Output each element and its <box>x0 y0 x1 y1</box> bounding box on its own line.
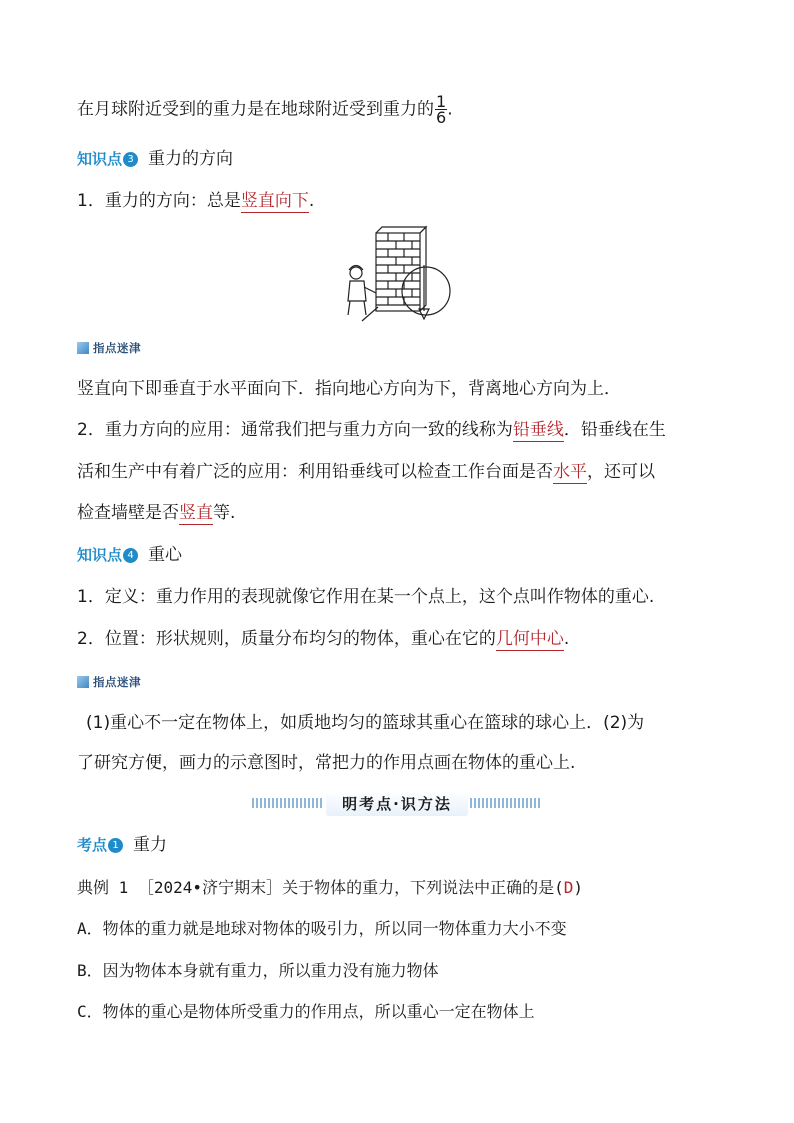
answer-vertical-down: 竖直向下 <box>240 191 309 211</box>
tip-label: 指点迷津 <box>93 675 141 689</box>
knowledge-point-4-heading <box>77 543 182 567</box>
kd-number-badge: 1 <box>108 838 123 853</box>
item-1-prefix: 1．重力的方向：总是 <box>77 191 241 211</box>
fraction-numerator: 1 <box>436 92 447 111</box>
knowledge-point-3-heading <box>77 147 233 171</box>
option-b: B．因为物体本身就有重力，所以重力没有施力物体 <box>77 961 439 980</box>
kd-label: 考点 <box>77 836 108 854</box>
banner-stripes-left <box>252 798 324 808</box>
intro-text: 在月球附近受到的重力是在地球附近受到重力的 <box>77 99 434 120</box>
section-banner <box>252 790 542 816</box>
tip-1-text: 竖直向下即垂直于水平面向下．指向地心方向为下，背离地心方向为上． <box>77 379 621 399</box>
intro-line <box>77 94 453 125</box>
bricklayer-plumb-line-illustration <box>338 225 456 325</box>
fraction-one-sixth <box>435 94 447 125</box>
position-end: . <box>563 629 570 649</box>
tip-box-2 <box>77 674 141 690</box>
item-2-l3-prefix: 检查墙壁是否 <box>77 503 179 523</box>
position-line <box>77 627 569 651</box>
tip-marker-icon <box>77 342 89 354</box>
answer-geometric-center: 几何中心 <box>495 629 564 649</box>
tip-2-line-1: (1)重心不一定在物体上，如质地均匀的篮球其重心在篮球的球心上．(2)为 <box>86 713 645 733</box>
banner-stripes-right <box>470 798 542 808</box>
definition-line: 1．定义：重力作用的表现就像它作用在某一个点上，这个点叫作物体的重心. <box>77 587 655 607</box>
option-a: A．物体的重力就是地球对物体的吸引力，所以同一物体重力大小不变 <box>77 919 567 938</box>
example-1-question <box>77 876 583 900</box>
item-2-line-1 <box>77 418 666 442</box>
example-prefix: 典例 1 ［2024•济宁期末］关于物体的重力，下列说法中正确的是( <box>77 878 564 897</box>
item-2-line-3 <box>77 501 235 525</box>
answer-vertical: 竖直 <box>179 503 213 523</box>
example-end: ) <box>573 878 583 897</box>
item-2-l1-prefix: 2．重力方向的应用：通常我们把与重力方向一致的线称为 <box>77 420 513 440</box>
item-1-gravity-direction <box>77 189 314 213</box>
item-2-l1-suffix: ．铅垂线在生 <box>563 420 666 440</box>
kp-number-badge: 3 <box>123 152 138 167</box>
tip-label: 指点迷津 <box>93 341 141 355</box>
item-2-l2-suffix: ，还可以 <box>587 462 655 482</box>
exam-point-1-heading <box>77 833 167 857</box>
kp-title: 重心 <box>148 545 183 565</box>
item-1-end: . <box>308 191 315 211</box>
tip-2-line-2: 了研究方便，画力的示意图时，常把力的作用点画在物体的重心上. <box>77 753 576 773</box>
kp-title: 重力的方向 <box>148 149 234 169</box>
kd-title: 重力 <box>133 835 168 855</box>
item-2-line-2 <box>77 460 655 484</box>
answer-horizontal: 水平 <box>553 462 587 482</box>
kp-number-badge: 4 <box>123 548 138 563</box>
kp-label: 知识点 <box>77 546 123 564</box>
kp-label: 知识点 <box>77 150 123 168</box>
tip-box-1 <box>77 340 141 356</box>
answer-plumb-line: 铅垂线 <box>512 420 564 440</box>
banner-title: 明考点·识方法 <box>326 790 468 816</box>
tip-marker-icon <box>77 676 89 688</box>
intro-end: . <box>447 99 453 120</box>
item-2-l2-prefix: 活和生产中有着广泛的应用：利用铅垂线可以检查工作台面是否 <box>77 462 553 482</box>
fraction-denominator: 6 <box>436 108 447 127</box>
item-2-l3-suffix: 等. <box>213 503 236 523</box>
option-c: C．物体的重心是物体所受重力的作用点，所以重心一定在物体上 <box>77 1002 535 1021</box>
example-answer: D <box>563 878 574 897</box>
position-prefix: 2．位置：形状规则，质量分布均匀的物体，重心在它的 <box>77 629 496 649</box>
